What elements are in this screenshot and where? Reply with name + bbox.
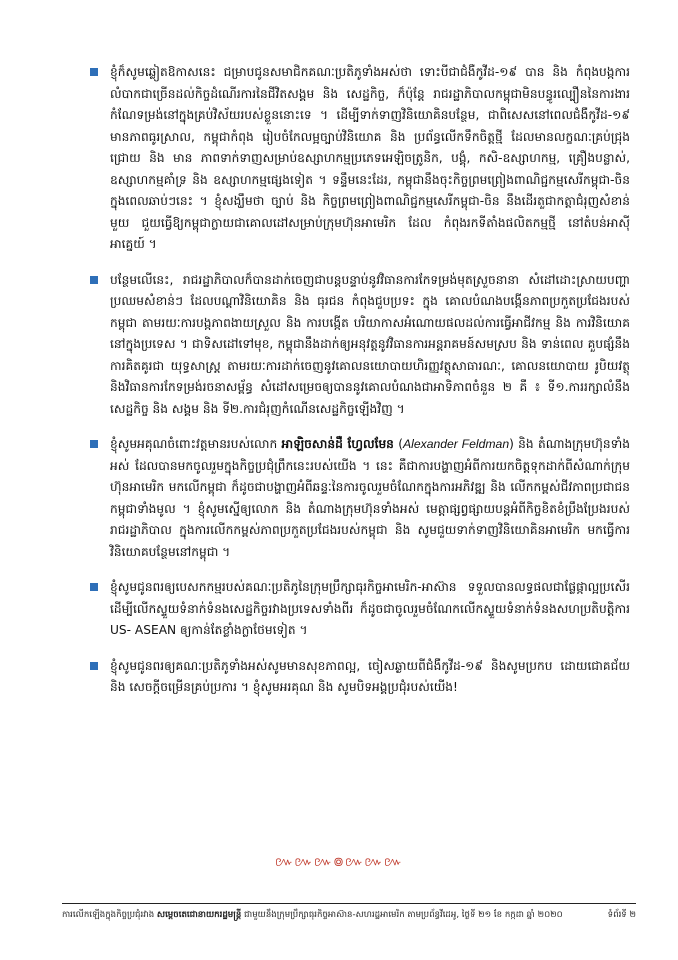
person-name-khmer: អាឡិចសាន់ដឺ ហ្វែលមែន	[281, 437, 394, 451]
paragraph-text: ខ្ញុំសូមជូនពរឲ្យគណៈប្រតិភូទាំងអស់សូមមានសុខភាពល្អ, ចៀសឆ្ងាយពីជំងឺកូវីដ-១៩ និងសូមប្រកប ដោយជោគជ័យ និង សេចក្តីចម្រើនគ្រប់ប្រការ ។ ខ្ញុំសូមអរគុណ និង សូមបិទអង្គប្រជុំរបស់យើង!	[110, 658, 630, 694]
paragraph-text-post: និង តំណាងក្រុមហ៊ុនទាំងអស់ ដែលបានមកចូលរួមក្នុងកិច្ចប្រជុំព្រឹកនេះរបស់យើង ។ នេះ គឺជាការបង្ហាញអំពីការយកចិត្តទុកដាក់ពីសំណាក់ក្រុមហ៊ុនអាមេរិក មកលើកម្ពុជា ក៏ដូចជាបង្ហាញអំពីឆន្ទៈនៃការចូលរួមចំណែកក្នុងការអភិវឌ្ឍ និង លើកកម្ពស់ជីវភាពប្រជាជនកម្ពុជាទាំងមូល ។ ខ្ញុំសូមស្នើឲ្យលោក និង តំណាងក្រុមហ៊ុនទាំងអស់ មេត្តាផ្សព្វផ្សាយបន្តអំពីកិច្ចខិតខំប្រឹងប្រែងរបស់រាជរដ្ឋាភិបាល ក្នុងការលើកកម្ពស់ភាពប្រកួតប្រជែងរបស់កម្ពុជា និង សូមជួយទាក់ទាញវិនិយោគិនអាមេរិក មកធ្វើការវិនិយោគបន្ថែមនៅកម្ពុជា ។	[110, 437, 630, 559]
page-number: ទំព័រទី ២	[607, 910, 636, 920]
bullet-paragraph-1	[90, 62, 630, 256]
footer-text-pre: ការលើកឡើងក្នុងកិច្ចប្រជុំរវាង	[62, 910, 157, 920]
paragraph-text-pre: ខ្ញុំសូមអគុណចំពោះវត្តមានរបស់លោក	[110, 437, 282, 451]
bullet-paragraph-2	[90, 270, 630, 421]
footer-text-post: ជាមួយនឹងក្រុមប្រឹក្សាធុរកិច្ចអាស៊ាន-សហរដ្ឋអាមេរិក តាមប្រព័ន្ធវីដេអូ, ថ្ងៃទី ២១ ខែ កក្កដា ឆ្នាំ ២០២០	[241, 910, 563, 920]
page-footer	[62, 907, 636, 923]
footer-divider	[62, 903, 636, 904]
bullet-square-icon	[90, 662, 98, 670]
bullet-square-icon	[90, 276, 98, 284]
paragraph-text: ខ្ញុំក៏សូមឆ្លៀតឱកាសនេះ ជម្រាបជូនសមាជិកគណៈប្រតិភូទាំងអស់ថា ទោះបីជាជំងឺកូវីដ-១៩ បាន និង កំពុងបង្កការលំបាកជាច្រើនដល់កិច្ចដំណើរការនៃជីវិតសង្គម និង សេដ្ឋកិច្ច, ក៏ប៉ុន្តែ រាជរដ្ឋាភិបាលកម្ពុជាមិនបន្ធូរល្បឿននៃការងារកំណែទម្រង់នៅក្នុងគ្រប់វិស័យរបស់ខ្លួននោះទេ ។ ដើម្បីទាក់ទាញវិនិយោគិនបន្ថែម, ជាពិសេសនៅពេលជំងឺកូវីដ-១៩ មានភាពធូរស្រាល, កម្ពុជាកំពុង រៀបចំកែលម្អច្បាប់វិនិយោគ និង ប្រព័ន្ធលើកទឹកចិត្តថ្មី ដែលមានលក្ខណៈគ្រប់ជ្រុងជ្រោយ និង មាន ភាពទាក់ទាញសម្រាប់ឧស្សាហកម្មប្រភេទអេឡិចត្រូនិក, បង្គុំ, កសិ-ឧស្សាហកម្ម, គ្រឿងបន្លាស់, ឧស្សាហកម្មគាំទ្រ និង ឧស្សាហកម្មផ្សេងទៀត ។ ទន្ទឹមនេះដែរ, កម្ពុជានឹងចុះកិច្ចព្រមព្រៀងពាណិជ្ជកម្មសេរីកម្ពុជា-ចិន ក្នុងពេលឆាប់ៗនេះ ។ ខ្ញុំសង្ឃឹមថា ច្បាប់ និង កិច្ចព្រមព្រៀងពាណិជ្ជកម្មសេរីកម្ពុជា-ចិន នឹងដើរតួជាកត្តាជំរុញសំខាន់មួយ ជួយធ្វើឱ្យកម្ពុជាក្លាយជាគោលដៅសម្រាប់ក្រុមហ៊ុនអាមេរិក ដែល កំពុងរកទីតាំងផលិតកម្មថ្មី នៅតំបន់អាស៊ីអាគ្នេយ៍ ។	[110, 65, 630, 251]
bullet-square-icon	[90, 68, 98, 76]
person-name-english: Alexander Feldman	[402, 437, 510, 451]
paragraph-text: ខ្ញុំសូមជូនពរឲ្យបេសកកម្មរបស់គណៈប្រតិភូនៃក្រុមប្រឹក្សាធុរកិច្ចអាមេរិក-អាស៊ាន ទទួលបានលទ្ធផលជាផ្លែផ្កាល្អប្រសើរ ដើម្បីលើកស្ទួយទំនាក់ទំនងសេដ្ឋកិច្ចរវាងប្រទេសទាំងពីរ ក៏ដូចជាចូលរួមចំណែកលើកស្ទួយទំនាក់ទំនងសហប្រតិបត្តិការ US- ASEAN ឲ្យកាន់តែខ្លាំងក្លាថែមទៀត ។	[110, 580, 630, 637]
bullet-list	[90, 62, 630, 713]
bullet-paragraph-5	[90, 656, 630, 699]
paragraph-text: បន្ថែមលើនេះ, រាជរដ្ឋាភិបាលក៏បានដាក់ចេញជាបន្តបន្ទាប់នូវវិធានការកែទម្រង់មុតស្រួចនានា សំដៅដោះស្រាយបញ្ហាប្រឈមសំខាន់ៗ ដែលបណ្តាវិនិយោគិន និង ធុរជន កំពុងជួបប្រទះ ក្នុង គោលបំណងបង្កើនភាពប្រកួតប្រជែងរបស់កម្ពុជា តាមរយៈការបង្កភាពងាយស្រួល និង ការបង្កើត បរិយាកាសអំណោយផលដល់ការធ្វើអាជីវកម្ម និង ការវិនិយោគនៅក្នុងប្រទេស ។ ជាទិសដៅទៅមុខ, កម្ពុជានឹងដាក់ឲ្យអនុវត្តនូវវិធានការអន្តរាគមន៍សមស្រប និង ទាន់ពេល គួបផ្សំនឹងការគិតគូរជា យុទ្ធសាស្ត្រ តាមរយៈការដាក់ចេញនូវគោលនយោបាយហិរញ្ញវត្ថុសាធារណៈ, គោលនយោបាយ រូបិយវត្ថុ និងវិធានការកែទម្រង់រចនាសម្ព័ន្ធ សំដៅសម្រេចឲ្យបាននូវគោលបំណងជាអាទិភាពចំនួន ២ គឺ ៖ ទី១.ការរក្សាលំនឹងសេដ្ឋកិច្ច និង សង្គម និង ទី២.ការជំរុញកំណើនសេដ្ឋកិច្ចឡើងវិញ ។	[110, 272, 630, 416]
bullet-square-icon	[90, 583, 98, 591]
bullet-square-icon	[90, 440, 98, 448]
bullet-paragraph-4	[90, 577, 630, 642]
bullet-paragraph-3: ខ្ញុំសូមអគុណចំពោះវត្តមានរបស់លោក អាឡិចសាន់ដឺ ហ្វែលមែន (Alexander Feldman) និង តំណាងក្រុមហ៊ុនទាំងអស់ ដែលបានមកចូលរួមក្នុងកិច្ចប្រជុំព្រឹកនេះរបស់យើង ។ នេះ គឺជាការបង្ហាញអំពីការយកចិត្តទុកដាក់ពីសំណាក់ក្រុមហ៊ុនអាមេរិក មកលើកម្ពុជា ក៏ដូចជាបង្ហាញអំពីឆន្ទៈនៃការចូលរួមចំណែកក្នុងការអភិវឌ្ឍ និង លើកកម្ពស់ជីវភាពប្រជាជនកម្ពុជាទាំងមូល ។ ខ្ញុំសូមស្នើឲ្យលោក និង តំណាងក្រុមហ៊ុនទាំងអស់ មេត្តាផ្សព្វផ្សាយបន្តអំពីកិច្ចខិតខំប្រឹងប្រែងរបស់រាជរដ្ឋាភិបាល ក្នុងការលើកកម្ពស់ភាពប្រកួតប្រជែងរបស់កម្ពុជា និង សូមជួយទាក់ទាញវិនិយោគិនអាមេរិក មកធ្វើការវិនិយោគបន្ថែមនៅកម្ពុជា ។	[90, 434, 630, 563]
footer-highlight: សម្តេចតេជោនាយករដ្ឋមន្ត្រី	[156, 910, 242, 920]
closing-ornament: ៚៚៚៙៚៚៚	[274, 855, 404, 870]
